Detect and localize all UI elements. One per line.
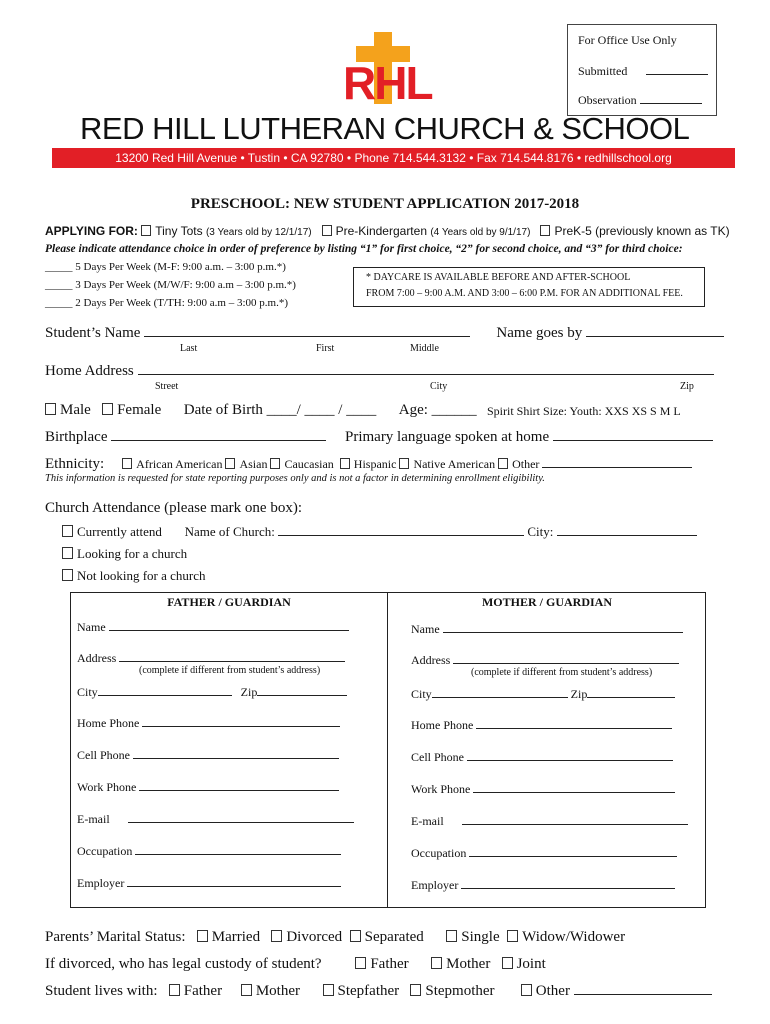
address-banner: 13200 Red Hill Avenue • Tustin • CA 92780 • Phone 714.544.3132 • Fax 714.544.8176 • redhillschool.org bbox=[52, 148, 735, 168]
mother-cell-phone: Cell Phone bbox=[411, 749, 673, 765]
father-heading: FATHER / GUARDIAN bbox=[167, 595, 291, 609]
mother-email-field[interactable] bbox=[462, 813, 688, 825]
form-title: PRESCHOOL: NEW STUDENT APPLICATION 2017-2018 bbox=[190, 196, 580, 212]
ethnicity-note: This information is requested for state reporting purposes only and is not a factor in determining enrollment eligibility. bbox=[45, 473, 545, 484]
male-checkbox[interactable] bbox=[45, 403, 56, 415]
father-occupation-field[interactable] bbox=[135, 843, 341, 855]
church-heading: Church Attendance (please mark one box): bbox=[45, 500, 302, 516]
father-cell-phone-field[interactable] bbox=[133, 747, 339, 759]
married-checkbox[interactable] bbox=[197, 930, 208, 942]
custody-father-checkbox[interactable] bbox=[355, 957, 366, 969]
father-address-field[interactable] bbox=[119, 650, 345, 662]
lives-other-checkbox[interactable] bbox=[521, 984, 532, 996]
marital-row: Parents’ Marital Status: Married Divorced Separated Single Widow/Widower bbox=[45, 929, 626, 945]
attendance-opt-5days[interactable]: _____ 5 Days Per Week (M-F: 9:00 a.m. – 3:00 p.m.*) bbox=[45, 261, 286, 273]
eth-asian-checkbox[interactable] bbox=[225, 458, 235, 469]
single-checkbox[interactable] bbox=[446, 930, 457, 942]
street-label: Street bbox=[155, 381, 179, 392]
ethnicity-row: Ethnicity: African American Asian Caucasian Hispanic Native American Other bbox=[45, 455, 692, 473]
logo-mark: RHL bbox=[343, 57, 432, 109]
mother-occupation-field[interactable] bbox=[469, 845, 677, 857]
mother-occupation: Occupation bbox=[411, 845, 677, 861]
parents-divider bbox=[387, 593, 388, 907]
father-city-field[interactable] bbox=[98, 684, 232, 696]
last-label: Last bbox=[180, 343, 198, 354]
attendance-opt-3days[interactable]: _____ 3 Days Per Week (M/W/F: 9:00 a.m – 3:00 p.m.*) bbox=[45, 279, 296, 291]
pre-k-checkbox[interactable] bbox=[322, 225, 332, 236]
mother-work-phone-field[interactable] bbox=[473, 781, 675, 793]
mother-heading: MOTHER / GUARDIAN bbox=[481, 595, 612, 609]
church-name-field[interactable] bbox=[278, 524, 524, 536]
mother-work-phone: Work Phone bbox=[411, 781, 675, 797]
home-address-field[interactable] bbox=[138, 363, 714, 375]
father-work-phone: Work Phone bbox=[77, 779, 339, 795]
father-name-field[interactable] bbox=[109, 619, 349, 631]
father-address-note: (complete if different from student’s address) bbox=[139, 665, 321, 676]
father-address: Address bbox=[77, 650, 345, 666]
mother-city-zip: City Zip bbox=[411, 686, 675, 702]
father-city-zip: City Zip bbox=[77, 684, 347, 700]
divorced-checkbox[interactable] bbox=[271, 930, 282, 942]
attendance-instruction: Please indicate attendance choice in order of preference by listing “1” for first choice, “2” for second choice, and “3” for third choice: bbox=[45, 243, 683, 255]
lives-stepmother-checkbox[interactable] bbox=[410, 984, 421, 996]
mother-home-phone-field[interactable] bbox=[476, 717, 672, 729]
not-looking-checkbox[interactable] bbox=[62, 569, 73, 581]
submitted-line[interactable] bbox=[646, 63, 708, 75]
lives-father-checkbox[interactable] bbox=[169, 984, 180, 996]
father-name: Name bbox=[77, 619, 349, 635]
mother-home-phone: Home Phone bbox=[411, 717, 672, 733]
mother-address: Address bbox=[411, 652, 679, 668]
student-name-row: Student’s Name Name goes by bbox=[45, 325, 724, 342]
custody-joint-checkbox[interactable] bbox=[502, 957, 513, 969]
mother-cell-phone-field[interactable] bbox=[467, 749, 673, 761]
office-use-box bbox=[567, 24, 717, 116]
zip-label: Zip bbox=[680, 381, 694, 392]
lives-other-field[interactable] bbox=[574, 983, 712, 995]
father-home-phone: Home Phone bbox=[77, 715, 340, 731]
mother-zip-field[interactable] bbox=[587, 686, 675, 698]
custody-row: If divorced, who has legal custody of student? Father Mother Joint bbox=[45, 956, 546, 972]
parents-table bbox=[70, 592, 706, 908]
father-email-field[interactable] bbox=[128, 811, 354, 823]
widow-checkbox[interactable] bbox=[507, 930, 518, 942]
home-address-row: Home Address bbox=[45, 363, 714, 380]
nickname-field[interactable] bbox=[586, 325, 724, 337]
office-use-title: For Office Use Only bbox=[578, 33, 677, 47]
tiny-tots-checkbox[interactable] bbox=[141, 225, 151, 236]
first-label: First bbox=[316, 343, 335, 354]
daycare-note-box: * DAYCARE IS AVAILABLE BEFORE AND AFTER-SCHOOL FROM 7:00 – 9:00 A.M. AND 3:00 – 6:00 P.M. FOR AN ADDITIONAL FEE. bbox=[353, 267, 705, 307]
looking-checkbox[interactable] bbox=[62, 547, 73, 559]
mother-name-field[interactable] bbox=[443, 621, 683, 633]
lives-with-row: Student lives with: Father Mother Stepfather Stepmother Other bbox=[45, 983, 712, 1000]
eth-hispanic-checkbox[interactable] bbox=[340, 458, 350, 469]
mother-address-note: (complete if different from student’s address) bbox=[471, 667, 653, 678]
father-email: E-mail bbox=[77, 811, 354, 827]
female-checkbox[interactable] bbox=[102, 403, 113, 415]
mother-name: Name bbox=[411, 621, 683, 637]
church-opt-looking: Looking for a church bbox=[62, 546, 187, 562]
father-occupation: Occupation bbox=[77, 843, 341, 859]
applying-row: APPLYING FOR: Tiny Tots (3 Years old by 12/1/17) Pre-Kindergarten (4 Years old by 9/1/17) PreK-5 (previously known as TK) bbox=[45, 224, 730, 238]
father-cell-phone: Cell Phone bbox=[77, 747, 339, 763]
eth-caucasian-checkbox[interactable] bbox=[270, 458, 280, 469]
currently-attend-checkbox[interactable] bbox=[62, 525, 73, 537]
lives-stepfather-checkbox[interactable] bbox=[323, 984, 334, 996]
middle-label: Middle bbox=[410, 343, 439, 354]
birthplace-field[interactable] bbox=[111, 429, 326, 441]
language-field[interactable] bbox=[553, 429, 713, 441]
father-zip-field[interactable] bbox=[257, 684, 347, 696]
attendance-opt-2days[interactable]: _____ 2 Days Per Week (T/TH: 9:00 a.m – 3:00 p.m.*) bbox=[45, 297, 289, 309]
mother-address-field[interactable] bbox=[453, 652, 679, 664]
mother-city-field[interactable] bbox=[432, 686, 568, 698]
church-opt-not-looking: Not looking for a church bbox=[62, 568, 206, 584]
separated-checkbox[interactable] bbox=[350, 930, 361, 942]
office-submitted: Submitted bbox=[578, 63, 708, 79]
city-label: City bbox=[430, 381, 448, 392]
gender-dob-row: Male Female Date of Birth ____/ ____ / ____ Age: ______ bbox=[45, 402, 477, 419]
logo-wordmark: RED HILL LUTHERAN CHURCH & SCHOOL bbox=[80, 111, 690, 146]
mother-employer: Employer bbox=[411, 877, 675, 893]
father-work-phone-field[interactable] bbox=[139, 779, 339, 791]
student-name-field[interactable] bbox=[144, 325, 470, 337]
prek5-checkbox[interactable] bbox=[540, 225, 550, 236]
dob-field[interactable]: ____/ ____ / ____ bbox=[266, 402, 377, 418]
mother-email: E-mail bbox=[411, 813, 688, 829]
shirt-size[interactable]: Spirit Shirt Size: Youth: XXS XS S M L bbox=[487, 404, 681, 418]
eth-african-american-checkbox[interactable] bbox=[122, 458, 132, 469]
eth-native-american-checkbox[interactable] bbox=[399, 458, 409, 469]
father-employer: Employer bbox=[77, 875, 341, 891]
custody-mother-checkbox[interactable] bbox=[431, 957, 442, 969]
father-home-phone-field[interactable] bbox=[142, 715, 340, 727]
church-city-field[interactable] bbox=[557, 524, 697, 536]
church-opt-currently: Currently attend Name of Church: City: bbox=[62, 524, 697, 540]
eth-other-checkbox[interactable] bbox=[498, 458, 508, 469]
age-field[interactable]: Age: ______ bbox=[398, 402, 477, 418]
lives-mother-checkbox[interactable] bbox=[241, 984, 252, 996]
father-employer-field[interactable] bbox=[127, 875, 341, 887]
observation-line[interactable] bbox=[640, 92, 702, 104]
office-observation: Observation bbox=[578, 92, 702, 108]
mother-employer-field[interactable] bbox=[461, 877, 675, 889]
birthplace-row: Birthplace Primary language spoken at home bbox=[45, 429, 713, 446]
eth-other-field[interactable] bbox=[542, 456, 692, 468]
